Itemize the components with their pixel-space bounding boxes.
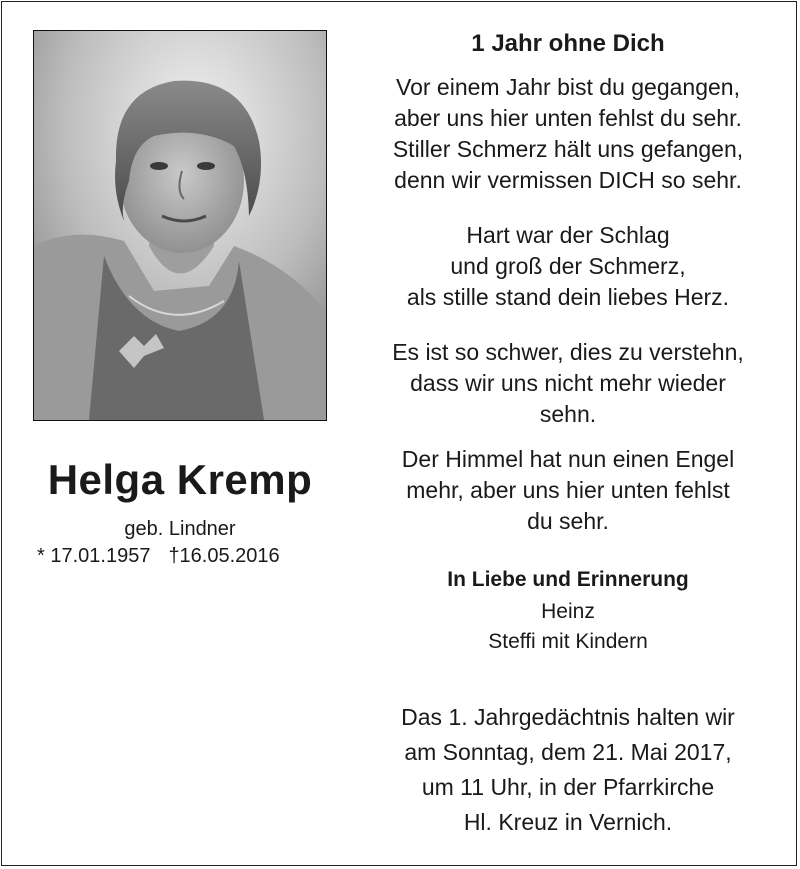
poem-line: mehr, aber uns hier unten fehlst xyxy=(406,477,730,503)
poem-line: Stiller Schmerz hält uns gefangen, xyxy=(392,136,744,162)
poem-stanza-3 xyxy=(358,337,778,430)
poem-line: denn wir vermissen DICH so sehr. xyxy=(394,167,742,193)
mourner-name: Heinz xyxy=(541,600,595,623)
mourners-names xyxy=(358,597,778,657)
mourners-heading: In Liebe und Erinnerung xyxy=(447,568,689,591)
notice-line: am Sonntag, dem 21. Mai 2017, xyxy=(404,739,732,765)
poem-line: als stille stand dein liebes Herz. xyxy=(406,284,730,310)
portrait-photo-icon xyxy=(34,31,326,420)
obituary-title: 1 Jahr ohne Dich xyxy=(471,30,665,57)
poem-line: dass wir uns nicht mehr wieder xyxy=(410,370,726,396)
poem-line: Vor einem Jahr bist du gegangen, xyxy=(396,74,740,100)
poem-stanza-2 xyxy=(358,220,778,313)
birth-date: * 17.01.1957 xyxy=(37,545,151,567)
poem-line: Es ist so schwer, dies zu verstehn, xyxy=(392,339,744,365)
maiden-name: geb. Lindner xyxy=(124,518,236,540)
portrait-photo xyxy=(33,30,327,421)
notice-line: Das 1. Jahrgedächtnis halten wir xyxy=(401,704,735,730)
poem-line: du sehr. xyxy=(527,508,609,534)
notice-line: Hl. Kreuz in Vernich. xyxy=(463,809,673,835)
notice-line: um 11 Uhr, in der Pfarrkirche xyxy=(421,774,715,800)
death-date: †16.05.2016 xyxy=(168,545,280,567)
poem-line: aber uns hier unten fehlst du sehr. xyxy=(394,105,742,131)
mourner-name: Steffi mit Kindern xyxy=(488,630,648,653)
poem-line: sehn. xyxy=(539,401,597,427)
poem-line: Hart war der Schlag xyxy=(466,222,670,248)
poem-line: und groß der Schmerz, xyxy=(450,253,686,279)
poem-stanza-4 xyxy=(358,444,778,537)
poem-line: Der Himmel hat nun einen Engel xyxy=(401,446,735,472)
poem-stanza-1 xyxy=(358,72,778,196)
deceased-name: Helga Kremp xyxy=(47,456,313,503)
life-dates xyxy=(37,545,280,568)
memorial-notice xyxy=(358,700,778,840)
